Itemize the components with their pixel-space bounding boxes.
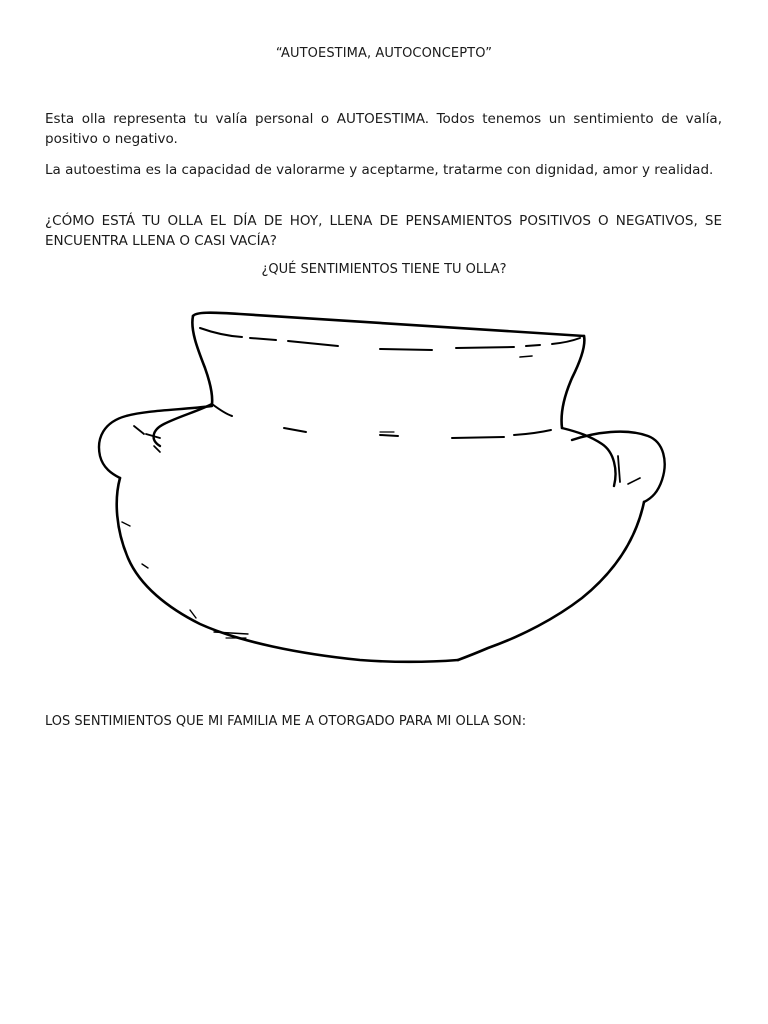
feelings-question: ¿QUÉ SENTIMIENTOS TIENE TU OLLA? xyxy=(261,262,507,277)
paragraph-self-worth: Esta olla representa tu valía personal o AUTOESTIMA. Todos tenemos un sentimiento de valía, positivo o negativo. xyxy=(45,111,722,147)
paragraph-pot-question: ¿CÓMO ESTÁ TU OLLA EL DÍA DE HOY, LLENA DE PENSAMIENTOS POSITIVOS O NEGATIVOS, SE ENCUENTRA LLENA O CASI VACÍA? xyxy=(45,213,722,249)
document-title: “AUTOESTIMA, AUTOCONCEPTO” xyxy=(275,46,493,61)
clay-pot-icon xyxy=(0,300,768,680)
family-feelings-prompt: LOS SENTIMIENTOS QUE MI FAMILIA ME A OTORGADO PARA MI OLLA SON: xyxy=(45,714,527,729)
paragraph-definition: La autoestima es la capacidad de valorarme y aceptarme, tratarme con dignidad, amor y realidad. xyxy=(45,162,714,178)
